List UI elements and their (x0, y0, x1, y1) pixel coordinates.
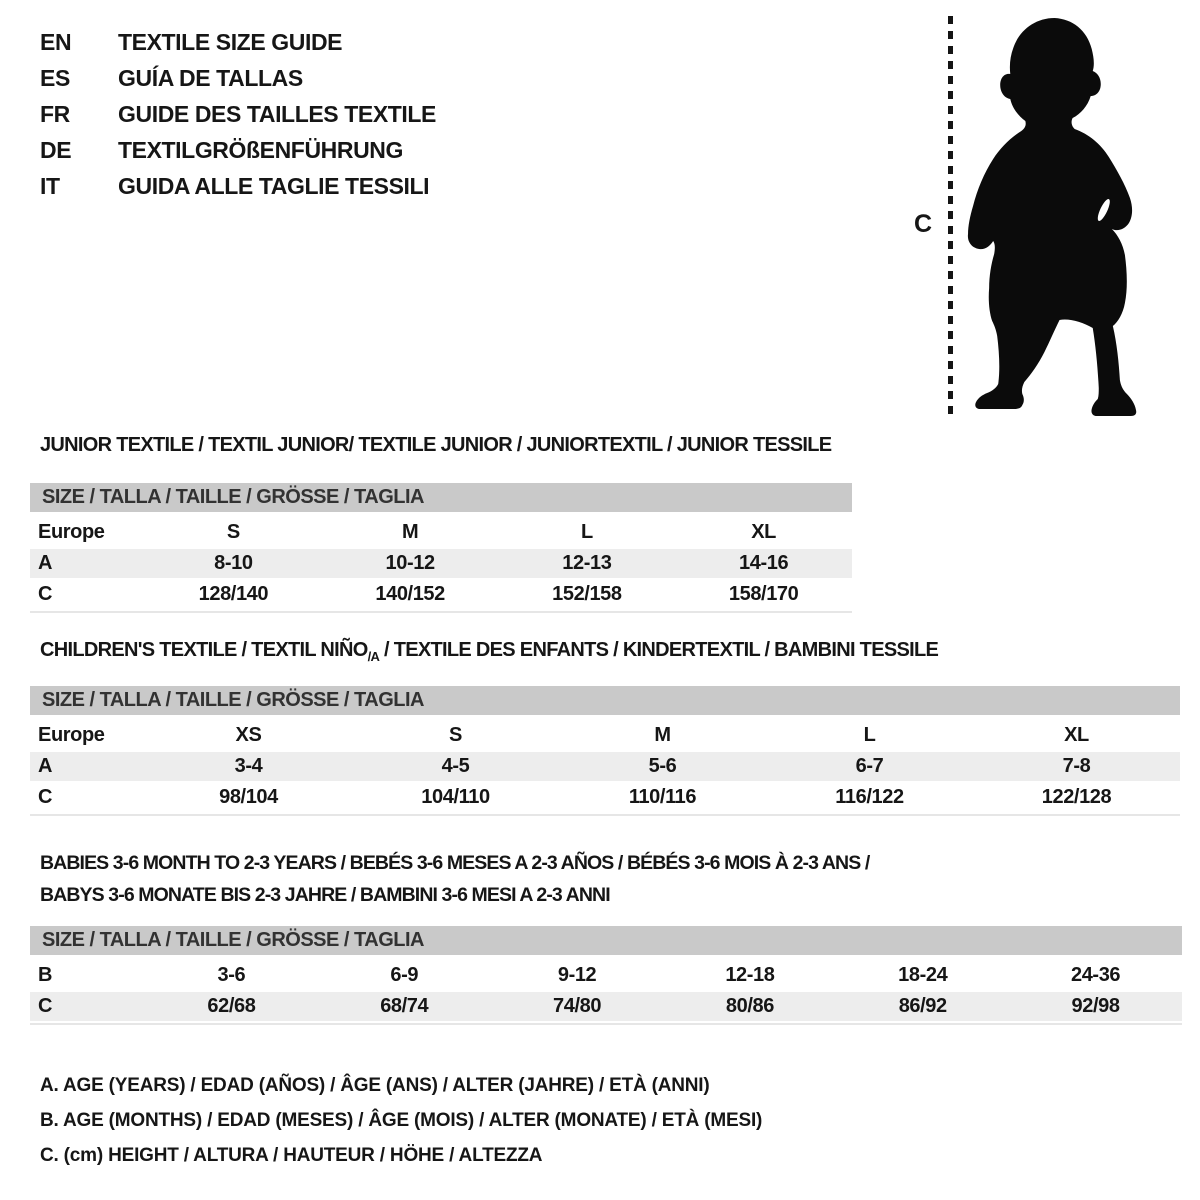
junior-section-title: JUNIOR TEXTILE / TEXTIL JUNIOR/ TEXTILE JUNIOR / JUNIORTEXTIL / JUNIOR TESSILE (40, 434, 832, 456)
table-row-europe (30, 518, 852, 547)
lang-row-it (40, 168, 436, 204)
size-header-text: SIZE / TALLA / TAILLE / GRÖSSE / TAGLIA (42, 929, 424, 951)
lang-code: DE (40, 136, 72, 163)
months-cell: 3-6 (217, 964, 246, 986)
junior-size-header-bar (30, 483, 852, 512)
age-cell: 12-13 (562, 552, 612, 574)
size-cell: L (580, 521, 593, 543)
height-cell: 116/122 (835, 786, 904, 808)
lang-row-es (40, 60, 436, 96)
lang-title: GUIDE DES TAILLES TEXTILE (118, 100, 436, 127)
height-cell: 152/158 (552, 583, 622, 605)
row-label: C (38, 583, 53, 605)
months-cell: 12-18 (725, 964, 775, 986)
size-cell: S (226, 521, 240, 543)
row-label: A (38, 552, 53, 574)
size-cell: XL (751, 521, 776, 543)
children-size-header-bar (30, 686, 1180, 715)
babies-size-header-bar (30, 926, 1182, 955)
toddler-silhouette (964, 18, 1140, 418)
children-size-table (30, 686, 1180, 816)
babies-title-line1: BABIES 3-6 MONTH TO 2-3 YEARS / BEBÉS 3-6 MESES A 2-3 AÑOS / BÉBÉS 3-6 MOIS À 2-3 ANS / (40, 852, 870, 874)
age-cell: 7-8 (1062, 755, 1091, 777)
months-cell: 18-24 (898, 964, 948, 986)
children-title-sub: /A (367, 649, 380, 664)
table-row-age (30, 549, 852, 578)
size-header-text: SIZE / TALLA / TAILLE / GRÖSSE / TAGLIA (42, 689, 424, 711)
size-cell: XL (1064, 724, 1089, 746)
measurement-legend (40, 1068, 762, 1173)
size-cell: M (401, 521, 419, 543)
height-cell: 62/68 (207, 995, 256, 1017)
height-measure-dashed-line (948, 16, 953, 417)
row-label: Europe (38, 724, 105, 746)
table-row-months (30, 961, 1182, 990)
height-measure-label: C (914, 210, 933, 238)
age-cell: 5-6 (648, 755, 677, 777)
children-section-title (40, 639, 938, 664)
height-cell: 68/74 (380, 995, 429, 1017)
months-cell: 9-12 (557, 964, 597, 986)
junior-size-table (30, 483, 852, 613)
height-cell: 98/104 (219, 786, 278, 808)
age-cell: 8-10 (214, 552, 253, 574)
row-label: B (38, 964, 53, 986)
height-cell: 128/140 (198, 583, 269, 605)
months-cell: 24-36 (1070, 964, 1121, 986)
table-row-height (30, 992, 1182, 1021)
age-cell: 14-16 (739, 552, 789, 574)
legend-line-a: A. AGE (YEARS) / EDAD (AÑOS) / ÂGE (ANS) / ALTER (JAHRE) / ETÀ (ANNI) (40, 1075, 710, 1096)
table-row-europe (30, 721, 1180, 750)
row-label: C (38, 786, 53, 808)
height-cell: 158/170 (728, 583, 799, 605)
lang-title: TEXTILE SIZE GUIDE (118, 28, 343, 55)
table-row-age (30, 752, 1180, 781)
size-header-text: SIZE / TALLA / TAILLE / GRÖSSE / TAGLIA (42, 486, 424, 508)
height-cell: 86/92 (898, 995, 947, 1017)
lang-title: GUIDA ALLE TAGLIE TESSILI (118, 172, 430, 199)
age-cell: 10-12 (385, 552, 435, 574)
size-cell: M (654, 724, 671, 746)
row-label: C (38, 995, 53, 1017)
size-cell: XS (235, 724, 262, 746)
lang-row-de (40, 132, 436, 168)
table-row-height (30, 783, 1180, 812)
lang-row-en (40, 24, 436, 60)
height-cell: 122/128 (1041, 786, 1112, 808)
height-cell: 104/110 (421, 786, 490, 808)
size-cell: L (863, 724, 876, 746)
legend-line-b: B. AGE (MONTHS) / EDAD (MESES) / ÂGE (MOIS) / ALTER (MONATE) / ETÀ (MESI) (40, 1110, 763, 1131)
lang-code: IT (40, 172, 60, 199)
age-cell: 4-5 (441, 755, 470, 777)
row-label: A (38, 755, 53, 777)
age-cell: 6-7 (855, 755, 884, 777)
height-cell: 92/98 (1071, 995, 1120, 1017)
legend-line-c: C. (cm) HEIGHT / ALTURA / HAUTEUR / HÖHE / ALTEZZA (40, 1145, 543, 1166)
language-title-list (40, 24, 436, 204)
height-cell: 74/80 (553, 995, 602, 1017)
row-label: Europe (38, 521, 105, 543)
lang-title: TEXTILGRÖßENFÜHRUNG (118, 136, 403, 163)
lang-code: EN (40, 28, 72, 55)
children-title-post: / TEXTILE DES ENFANTS / KINDERTEXTIL / BAMBINI TESSILE (379, 639, 939, 661)
lang-row-fr (40, 96, 436, 132)
babies-title-line2: BABYS 3-6 MONATE BIS 2-3 JAHRE / BAMBINI 3-6 MESI A 2-3 ANNI (40, 884, 610, 906)
lang-code: ES (40, 64, 70, 91)
months-cell: 6-9 (390, 964, 419, 986)
lang-code: FR (40, 100, 70, 127)
height-cell: 80/86 (725, 995, 774, 1017)
lang-title: GUÍA DE TALLAS (118, 64, 303, 91)
babies-section-title (40, 847, 869, 911)
children-title-pre: CHILDREN'S TEXTILE / TEXTIL NIÑO (40, 639, 368, 661)
height-cell: 140/152 (375, 583, 445, 605)
babies-size-table (30, 926, 1182, 1025)
height-cell: 110/116 (628, 786, 697, 808)
age-cell: 3-4 (234, 755, 263, 777)
size-cell: S (449, 724, 462, 746)
table-row-height (30, 580, 852, 609)
